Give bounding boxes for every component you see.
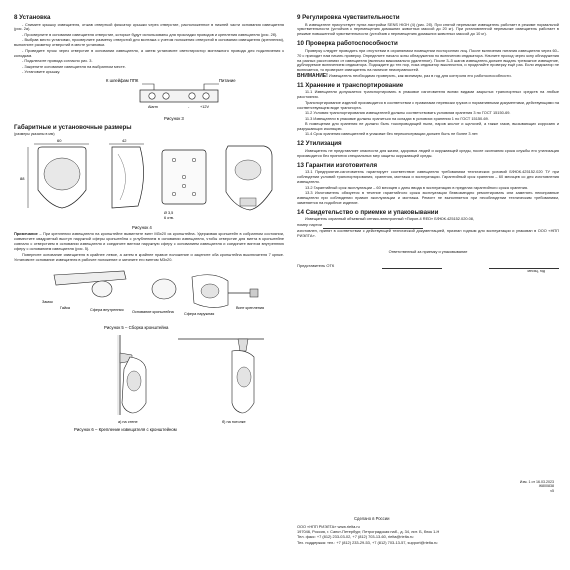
section-8-p4: - Проведите пучок через отверстие в основании извещателя, а затем установите светотиристор монтажного провода для подключения к колодкам. [14, 47, 284, 58]
note-paragraph [14, 232, 284, 252]
section-11-title: 11 Хранение и транспортирование [297, 81, 404, 89]
section-13-title: 13 Гарантии изготовителя [297, 161, 378, 169]
batch-number-label: номер партии [297, 221, 322, 227]
dim-88: 88 [20, 176, 25, 182]
label-nut: Гайка [60, 306, 70, 311]
dim-60: 60 [57, 138, 62, 144]
section-9-title: 9 Регулировка чувствительности [297, 14, 400, 21]
left-column [14, 14, 284, 433]
section-13-p3: 13.3 Изготовитель обязуется в течение гарантийного срока эксплуатации безвозмездно ремонтировать или заменять неисправные извещатели при соблюдении правил эксплуатации и монтажа. Ремонт не выполняется при несоблюдении техническим требованиям, заменяется на подобное изделие. [297, 190, 559, 205]
responsible-label: Ответственный за приемку и упаковывание [388, 248, 468, 254]
v12-label: +12V [200, 104, 209, 109]
section-14-p3: изготовлен, принят в соответствии с действующей технической документацией, признан годным для эксплуатации и упакован в ООО «НПП РИЭЛТА». [297, 228, 559, 239]
section-12-p1: Извещатель не представляет опасности для жизни, здоровья людей и окружающей среды, после окончания срока службы его утилизация производится без принятия специальных мер защиты окружающей среды. [297, 147, 559, 158]
dim-holes-count: 6 отв. [164, 216, 175, 221]
dim-hole-diameter: Ø 3,5 [164, 211, 174, 216]
ppk-label: К шлейфам ППК [106, 77, 139, 83]
warning-paragraph [297, 74, 559, 79]
document-code: Ж800838 [538, 484, 554, 489]
section-11-p2: Транспортирование изделий производится в соответствии с правилами перевозки грузов и нормативными документами, действующими на соответствующем виде транспорта. [297, 99, 559, 110]
label-on-wall: а) на стене [118, 420, 138, 425]
version-text: Изм. 1 от 16.03.2023 [519, 480, 554, 484]
figure-6-caption: Рисунок 6 – Крепление извещателя с кронштейном [74, 427, 177, 433]
section-14-p1: Извещатель охранный объемный оптико-электронный «Пирон-4 RED» БФЮК.425152.020.08, [305, 216, 475, 222]
section-9-p1: В извещателе присутствует пульт-настройки SENS HIGH (4) (рис. 2б). При снятой перемычке извещатель работает в режиме нормальной чувствительности (устойчив к перемещению домашних животных массой до 20 кг). При установленной перемычке извещатель работает в режиме повышенной чувствительности (устойчив к перемещению домашних животных массой до 10 кг). [297, 21, 559, 37]
note-paragraph-2: Поверните основание извещателя в крайнее левое, а затем в крайнее правое положение и зацепите оба кронштейна выключателя 7 крюке. Установите основание извещателя в рабочее положение и затяните его винтом М3х20. [14, 251, 284, 262]
label-inner-sphere: Сфера внутренняя [90, 308, 124, 313]
section-13-p1: 13.1 Предприятие-изготовитель гарантирует соответствие извещателя требованиям технических условий БФЮК.425152.020 ТУ при соблюдении условий транспортирования, хранения, монтажа и эксплуатации. Гарантийный срок хранения – 60 месяцев со дня изготовления извещателя. [297, 169, 559, 184]
section-11-p6: 11.4 Срок хранения извещателей в упаковке без переконсервации должен быть не более 3 лет. [305, 131, 479, 137]
otk-date-line [489, 263, 559, 269]
version-note [474, 480, 554, 493]
label-on-ceiling: б) на потолке [222, 420, 246, 425]
label-outer-sphere: Сфера наружная [184, 312, 215, 317]
support-line: Тех. поддержка: тел.: +7 (812) 233-29-53, +7 (812) 703-13-57, support@rielta.ru [297, 539, 438, 545]
section-12-title: 12 Утилизация [297, 140, 342, 148]
figure-3-caption: Рисунок 3 [164, 115, 184, 121]
company-line: ООО «НПП РИЭЛТА» www.rielta.ru [297, 524, 360, 529]
alarm-label: Alarm [148, 104, 158, 109]
made-in-russia: Сделано в России [354, 516, 390, 521]
note-text: – При креплении извещателя на кронштейне вывинтите винт М3х20 из кронштейна. Удерживая кронштейн в собранном состоянии, совместите квадратный выступ наружной сферы кронштейна с углублением в основании извещателя, чтобы отверстие для винта в кронштейне совпало с отверстием в основании извещателя и соедините винтом наружную сферу с основанием извещателя и соедините винтом внутреннюю сферу с основанием извещателя (рис. 5). [14, 231, 284, 252]
dimensions-subtitle: (размеры указаны в мм) [14, 132, 55, 137]
section-8-title: 8 Установка [14, 14, 51, 21]
page-version: v5 [550, 488, 554, 493]
figure-4-dimensions [14, 136, 284, 232]
section-8-p5: - Подключите провода согласно рис. 3. [22, 58, 93, 64]
section-8-p7: - Установите крышку. [22, 69, 61, 75]
label-lock: Замок [42, 300, 53, 305]
date-hint: месяц, год [527, 269, 545, 274]
note-label: Примечание [14, 231, 38, 237]
document-page [14, 6, 562, 566]
figure-4-caption: Рисунок 4 [132, 225, 152, 231]
figure-3-wiring [14, 76, 284, 124]
section-8-p6: - Закрепите основание извещателя на выбранном месте. [22, 63, 126, 69]
label-screw: Винт крепления [236, 306, 265, 311]
right-column [297, 14, 559, 273]
section-11-p1: 11.1 Извещатели допускается транспортировать в упаковке изготовителя всеми видами закрытых транспортных средств на любые расстояния. [297, 89, 559, 100]
figure-5-caption: Рисунок 5 – Сборка кронштейна [104, 325, 169, 331]
power-label: Питание [219, 77, 236, 83]
section-8-p1: - Снимите крышку извещателя, отжав отверткой фиксатор крышки через отверстие, расположенное в нижней части основания извещателя (рис. 2а). [14, 21, 284, 32]
address-line: 197046, Россия, г. Санкт-Петербург, Петроградская наб., д. 34, лит. Б, блок 1-Н [297, 529, 440, 535]
figure-5-bracket-assembly [14, 263, 284, 333]
warning-label: ВНИМАНИЕ! [297, 72, 328, 79]
otk-signature-line [382, 263, 442, 269]
section-14-title: 14 Свидетельство о приемке и упаковывании [297, 208, 439, 216]
label-bracket-base: Основание кронштейна [132, 310, 174, 315]
dimensions-title: Габаритные и установочные размеры [14, 123, 132, 131]
section-8-p2: - Просверлите в основании извещателя отверстие, которые будут использованы для прокладки проводов и крепления извещателя (рис. 2б). [22, 31, 278, 37]
section-10-p1: Проверку следует проводить при отсутствии в охраняемом помещении посторонних лиц. После включения питания извещателя через 60–70 с приходит нам начать проверку. Определите начало зоны обнаружения по включению индикатора. Начните проход через зону обнаружения на разных расстояниях от извещателя (включая максимально удаленное). После 3–5 шагов извещатель должен выдать тревожное извещение, дублируемое включением индикатора. Подождите до тех пор, пока индикатор выключится, и проделайте проверку ещё раз. Если индикатор не включается, то проверьте извещатель на наличие неисправностей. [297, 47, 559, 73]
section-11-p3: 11.2 Условия транспортирования извещателей должны соответствовать условиям хранения 3 по ГОСТ 15150-69. [305, 110, 511, 116]
figure-6-mounting [14, 333, 284, 433]
section-10-title: 10 Проверка работоспособности [297, 40, 398, 48]
section-8-p3: - Выбрав место установки, просверлите разметку отверстий для монтажа с учетом положения отверстий в основании извещателя (крепления), выполните разметку отверстий в месте установки. [14, 37, 284, 48]
section-11-p5: В помещении для хранения не должно быть токопроводящей пыли, паров кислот и щелочей, а также газов, вызывающих коррозию и разрушающих изоляцию. [297, 121, 559, 131]
minus-label: - [188, 104, 190, 109]
contacts-block [297, 524, 559, 545]
otk-label: Представитель ОТК [297, 263, 335, 269]
phone-line: Тел. факс: +7 (812) 233-03-02, +7 (812) 703-13-60, rielta@rielta.ru [297, 534, 414, 540]
dim-42: 42 [122, 138, 127, 144]
section-13-p2: 13.2 Гарантийный срок эксплуатации – 60 месяцев с даты ввода в эксплуатацию в пределах гарантийного срока хранения. [305, 184, 529, 190]
section-11-p4: 11.3 Извещатели в упаковке должны храниться на складах в условиях хранения 1 по ГОСТ 15150-69. [305, 115, 489, 121]
warning-text: Извещатель необходимо проверять, как минимум, раз в год для контроля его работоспособности. [327, 72, 512, 78]
